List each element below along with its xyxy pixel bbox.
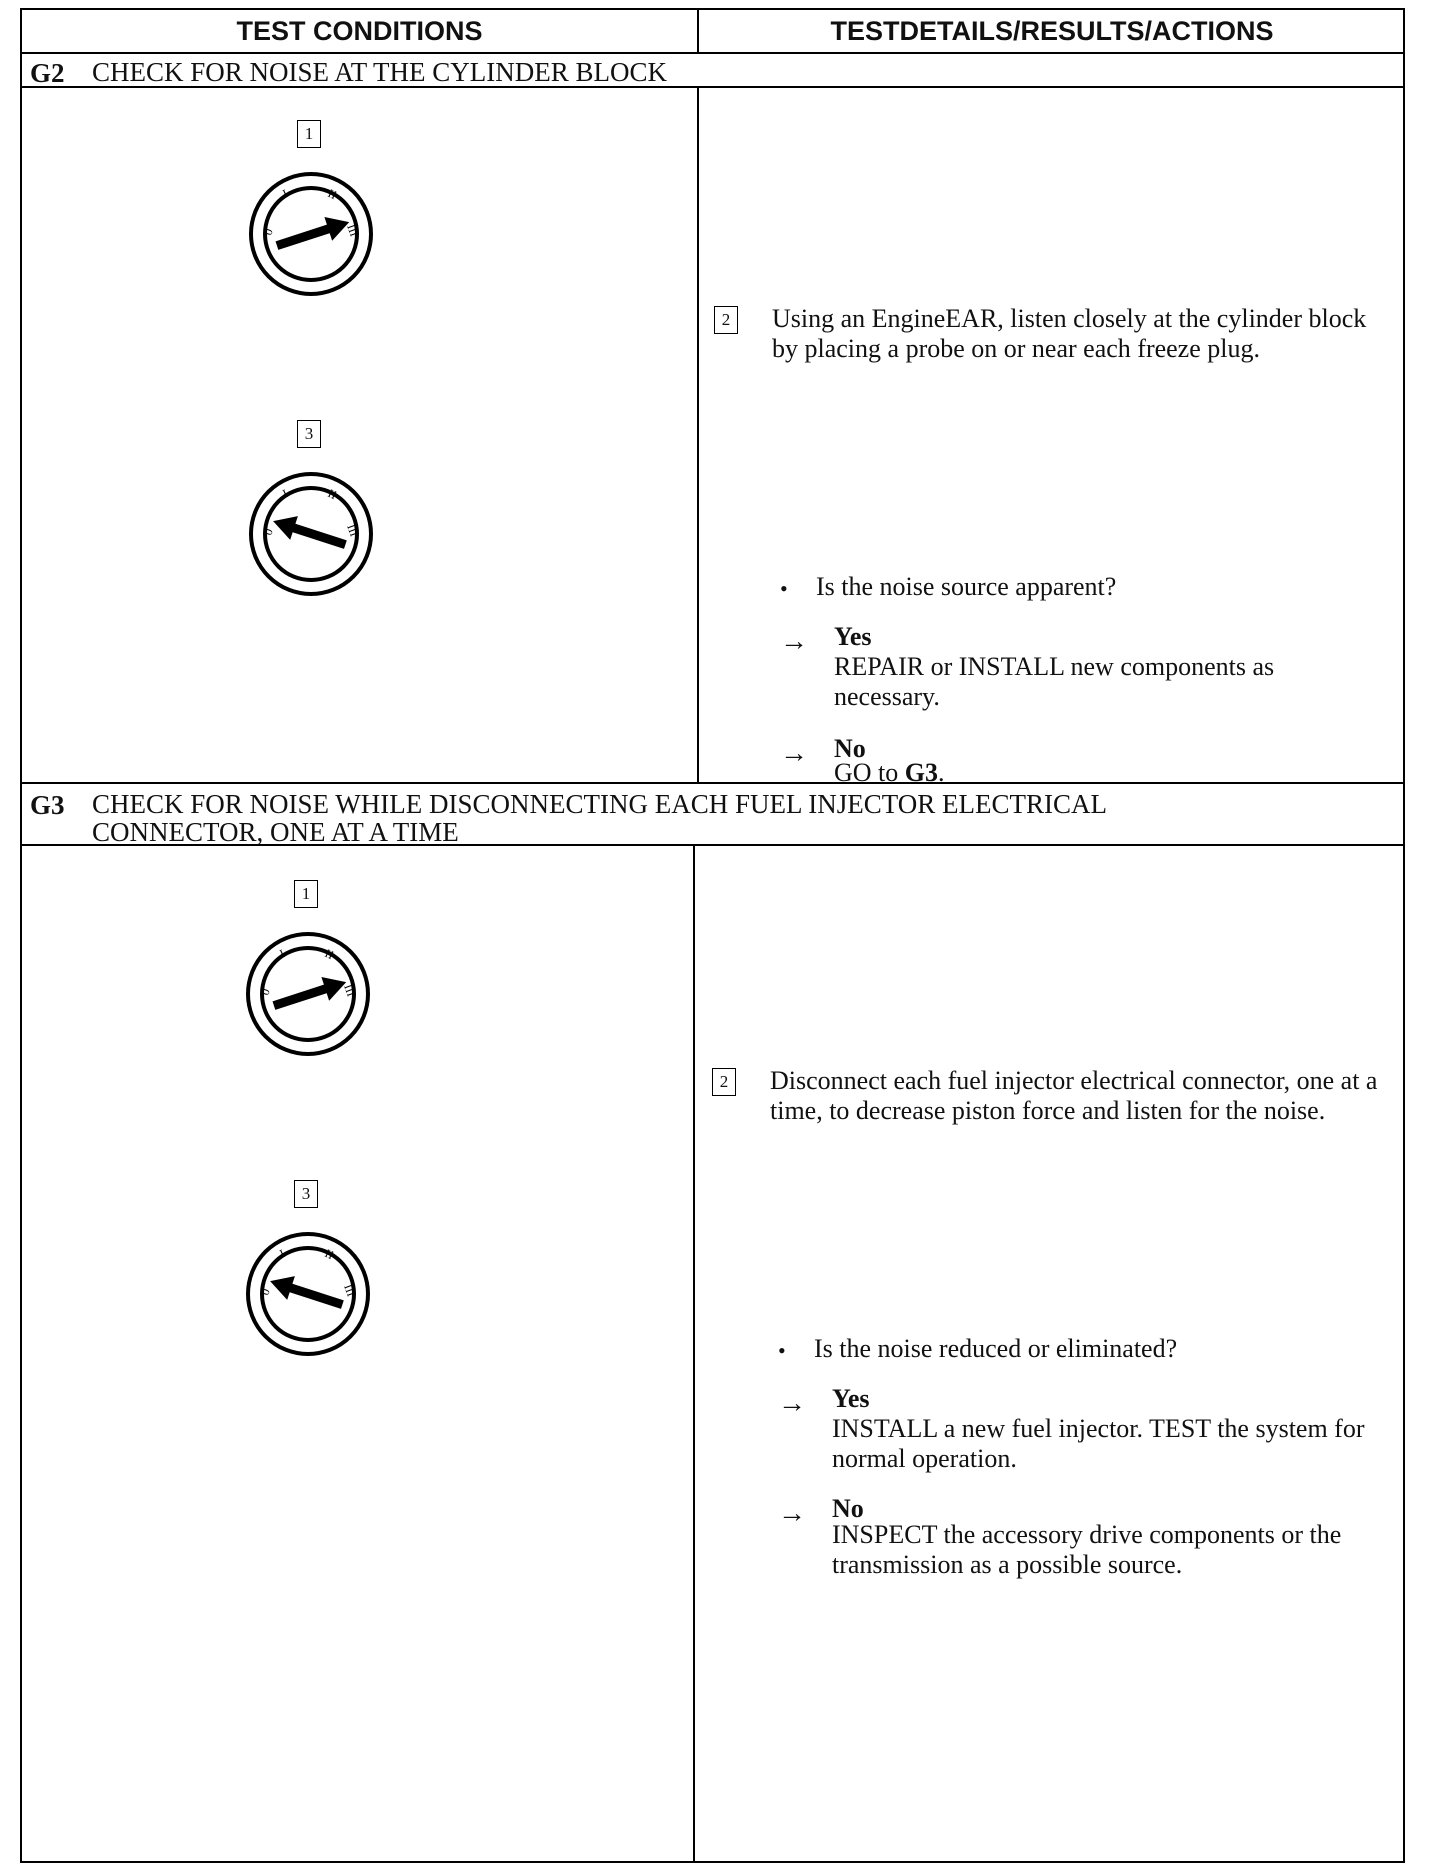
step-1-box: 1 <box>294 880 318 908</box>
dial-label-start: III <box>341 982 359 999</box>
section-code: G2 <box>30 58 65 88</box>
dial-label-run: II <box>325 186 339 203</box>
column-divider <box>697 88 699 782</box>
dial-label-acc: I <box>277 946 287 961</box>
no-label: No <box>832 1494 864 1523</box>
dial-label-off: 0 <box>257 986 273 998</box>
dial-label-acc: I <box>277 1246 287 1261</box>
header-test-conditions: TEST CONDITIONS <box>22 10 699 52</box>
section-g3-body <box>22 846 1403 1863</box>
question-text: Is the noise reduced or eliminated? <box>814 1334 1178 1363</box>
step-3-box: 3 <box>294 1180 318 1208</box>
dial-label-acc: I <box>280 486 290 501</box>
section-title-text <box>92 790 1383 846</box>
step-3-box: 3 <box>297 420 321 448</box>
ignition-off-icon <box>247 470 375 598</box>
section-g2-title <box>22 52 1403 88</box>
diagnostic-page <box>20 8 1405 1863</box>
arrow-right-icon: → <box>778 1498 806 1529</box>
section-code: G3 <box>30 790 65 820</box>
no-label: No <box>834 734 866 763</box>
dial-label-run: II <box>322 946 336 963</box>
step-2-box: 2 <box>712 1068 736 1096</box>
ignition-off-icon <box>244 1230 372 1358</box>
section-g3-title <box>22 784 1403 846</box>
question-text: Is the noise source apparent? <box>816 572 1117 601</box>
arrow-right-icon: → <box>780 738 808 769</box>
no-action-prefix: GO to <box>834 758 905 787</box>
section-title-line: CHECK FOR NOISE WHILE DISCONNECTING EACH FUEL INJECTOR ELECTRICAL <box>92 789 1107 819</box>
header-test-details: TESTDETAILS/RESULTS/ACTIONS <box>830 16 1274 46</box>
no-action-text: INSPECT the accessory drive components or the transmission as a possible source. <box>832 1520 1342 1579</box>
ignition-run-icon <box>244 930 372 1058</box>
table-header <box>22 10 1403 54</box>
yes-label: Yes <box>834 622 872 651</box>
dial-label-start: III <box>344 522 362 539</box>
section-title-text: CHECK FOR NOISE AT THE CYLINDER BLOCK <box>92 57 668 87</box>
dial-label-acc: I <box>280 186 290 201</box>
instruction-text: Disconnect each fuel injector electrical connector, one at a time, to decrease piston force and listen for the noise. <box>770 1066 1378 1125</box>
arrow-right-icon: → <box>778 1388 806 1419</box>
dial-label-run: II <box>322 1246 336 1263</box>
dial-label-start: III <box>341 1282 359 1299</box>
instruction-text: Using an EngineEAR, listen closely at the cylinder block by placing a probe on or near each freeze plug. <box>772 304 1367 363</box>
yes-action-text: INSTALL a new fuel injector. TEST the system for normal operation. <box>832 1414 1365 1473</box>
bullet-icon: • <box>778 1338 786 1363</box>
ignition-run-icon <box>247 170 375 298</box>
section-g2-body <box>22 88 1403 787</box>
yes-action-text: REPAIR or INSTALL new components as necessary. <box>834 652 1275 711</box>
column-divider <box>693 846 695 1863</box>
dial-label-run: II <box>325 486 339 503</box>
step-2-box: 2 <box>714 306 738 334</box>
step-1-box: 1 <box>297 120 321 148</box>
arrow-right-icon: → <box>780 626 808 657</box>
yes-label: Yes <box>832 1384 870 1413</box>
section-title-line: CONNECTOR, ONE AT A TIME <box>92 817 459 847</box>
bullet-icon: • <box>780 576 788 601</box>
dial-label-start: III <box>344 222 362 239</box>
no-action-link: G3 <box>904 758 939 787</box>
dial-label-off: 0 <box>257 1286 273 1298</box>
dial-label-off: 0 <box>260 226 276 238</box>
no-action-suffix: . <box>938 758 945 787</box>
dial-label-off: 0 <box>260 526 276 538</box>
